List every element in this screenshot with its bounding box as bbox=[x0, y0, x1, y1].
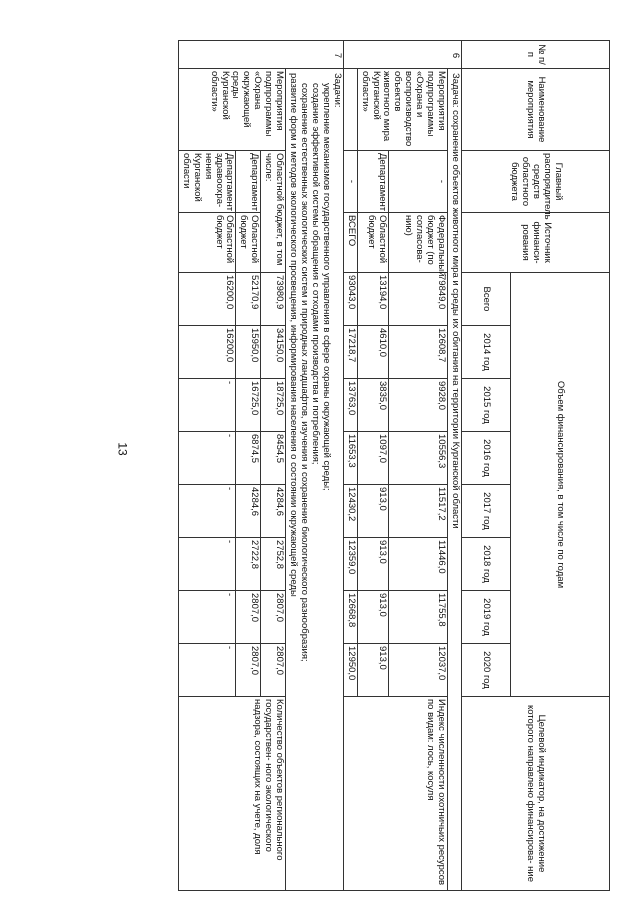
value-cell: 16200,0 bbox=[178, 326, 236, 379]
value-cell: 4284,6 bbox=[261, 485, 286, 538]
value-cell: 913,0 bbox=[357, 591, 388, 644]
header-year: 2018 год bbox=[462, 538, 511, 591]
source-cell: Областной бюджет bbox=[178, 213, 236, 273]
indicator-text: Индекс численности охотничьих ресурсов по видам: лось, косуля bbox=[343, 697, 447, 891]
value-cell: 4284,6 bbox=[236, 485, 261, 538]
value-cell: 13194,0 bbox=[357, 273, 388, 326]
header-year: 2014 год bbox=[462, 326, 511, 379]
header-year: 2016 год bbox=[462, 432, 511, 485]
row-number: 6 bbox=[343, 41, 461, 69]
value-cell: 73980,9 bbox=[261, 273, 286, 326]
value-cell: 2807,0 bbox=[236, 591, 261, 644]
indicator-text: Количество объектов регионального государствен- ного экологического надзора, состоящих на учете, доля bbox=[178, 697, 285, 891]
value-cell: 79849,0 bbox=[389, 273, 448, 326]
value-cell: 913,0 bbox=[357, 538, 388, 591]
value-cell: 12359,0 bbox=[343, 538, 357, 591]
value-cell: 52170,9 bbox=[236, 273, 261, 326]
activity-name: Мероприятия подпрограммы «Охрана и воспроизводство объектов животного мира Курганской области» bbox=[357, 69, 447, 151]
value-cell: 34150,0 bbox=[261, 326, 286, 379]
manager-cell: - bbox=[389, 151, 448, 213]
header-activity: Наименование мероприятия bbox=[462, 69, 610, 151]
manager-cell: Департамент bbox=[357, 151, 388, 213]
manager-cell: Департамент bbox=[236, 151, 261, 213]
value-cell: 2807,0 bbox=[236, 644, 261, 697]
manager-cell: Областной бюджет, в том числе: bbox=[261, 151, 286, 273]
value-cell: 13763,0 bbox=[343, 379, 357, 432]
task-item: создание эффективной системы обращения с отходами производства и потребления; bbox=[309, 83, 321, 465]
value-cell: 8454,5 bbox=[261, 432, 286, 485]
source-cell: ВСЕГО bbox=[343, 213, 357, 273]
value-cell: 3835,0 bbox=[357, 379, 388, 432]
source-cell: Федеральный бюджет (по согласова- нию) bbox=[389, 213, 448, 273]
value-cell: 2807,0 bbox=[261, 644, 286, 697]
task-item: укрепление механизмов государственного управления в сфере охраны окружающей среды; bbox=[320, 83, 332, 491]
value-cell: 15950,0 bbox=[236, 326, 261, 379]
task-item: сохранение естественных экологических систем и природных ландшафтов, изучения и сохранение биологического разнообразия; bbox=[299, 83, 311, 662]
source-cell: Областной бюджет bbox=[236, 213, 261, 273]
value-cell: 16725,0 bbox=[236, 379, 261, 432]
value-cell: 11517,2 bbox=[389, 485, 448, 538]
manager-cell: Департамент здравоохра- нения Курганской области bbox=[178, 151, 236, 213]
rotated-page bbox=[120, 40, 610, 890]
value-cell: - bbox=[178, 432, 236, 485]
manager-cell: - bbox=[343, 151, 357, 213]
value-cell: 17218,7 bbox=[343, 326, 357, 379]
value-cell: 11446,0 bbox=[389, 538, 448, 591]
value-cell: 11653,3 bbox=[343, 432, 357, 485]
value-cell: - bbox=[178, 644, 236, 697]
value-cell: 2722,8 bbox=[236, 538, 261, 591]
header-num: № п/п bbox=[462, 41, 610, 69]
value-cell: 9928,0 bbox=[389, 379, 448, 432]
value-cell: 1097,0 bbox=[357, 432, 388, 485]
value-cell: 10556,3 bbox=[389, 432, 448, 485]
header-manager: Главный распорядитель средств областного бюджета bbox=[462, 151, 610, 213]
header-year: 2020 год bbox=[462, 644, 511, 697]
activity-blank bbox=[343, 69, 357, 151]
header-funding: Объем финансирования, в том числе по годам bbox=[511, 273, 610, 697]
header-year: 2015 год bbox=[462, 379, 511, 432]
value-cell: 12037,0 bbox=[389, 644, 448, 697]
value-cell: 12668,8 bbox=[343, 591, 357, 644]
page-number: 13 bbox=[115, 442, 130, 456]
value-cell: 18725,0 bbox=[261, 379, 286, 432]
task-item: развитие форм и методов экологического просвещения, информирования населения о состоянии окружающей среды bbox=[288, 73, 300, 597]
value-cell: 12950,0 bbox=[343, 644, 357, 697]
value-cell: 913,0 bbox=[357, 485, 388, 538]
task-label: Задачи: bbox=[331, 73, 343, 108]
value-cell: - bbox=[178, 485, 236, 538]
header-indicator: Целевой индикатор, на достижение которого направлено финансирова- ние bbox=[462, 697, 610, 891]
value-cell: 93043,0 bbox=[343, 273, 357, 326]
source-cell: Областной бюджет bbox=[357, 213, 388, 273]
value-cell: 2807,0 bbox=[261, 591, 286, 644]
value-cell: 913,0 bbox=[357, 644, 388, 697]
value-cell: 6874,5 bbox=[236, 432, 261, 485]
value-cell: - bbox=[178, 591, 236, 644]
header-source: Источник финанси- рования bbox=[462, 213, 610, 273]
header-year: 2017 год bbox=[462, 485, 511, 538]
value-cell: - bbox=[178, 379, 236, 432]
task-text: Задача: сохранение объектов животного мира и среды их обитания на территории Курганской области bbox=[448, 69, 462, 891]
value-cell: - bbox=[178, 538, 236, 591]
value-cell: 11755,8 bbox=[389, 591, 448, 644]
value-cell: 4610,0 bbox=[357, 326, 388, 379]
value-cell: 16200,0 bbox=[178, 273, 236, 326]
funding-table bbox=[178, 40, 610, 891]
value-cell: 12430,2 bbox=[343, 485, 357, 538]
header-year: 2019 год bbox=[462, 591, 511, 644]
task-block bbox=[286, 69, 344, 891]
row-number: 7 bbox=[178, 41, 343, 69]
value-cell: 12608,7 bbox=[389, 326, 448, 379]
value-cell: 2752,8 bbox=[261, 538, 286, 591]
activity-name: Мероприятия подпрограммы «Охрана окружающей среды Курганской области» bbox=[178, 69, 285, 151]
header-total: Всего bbox=[462, 273, 511, 326]
